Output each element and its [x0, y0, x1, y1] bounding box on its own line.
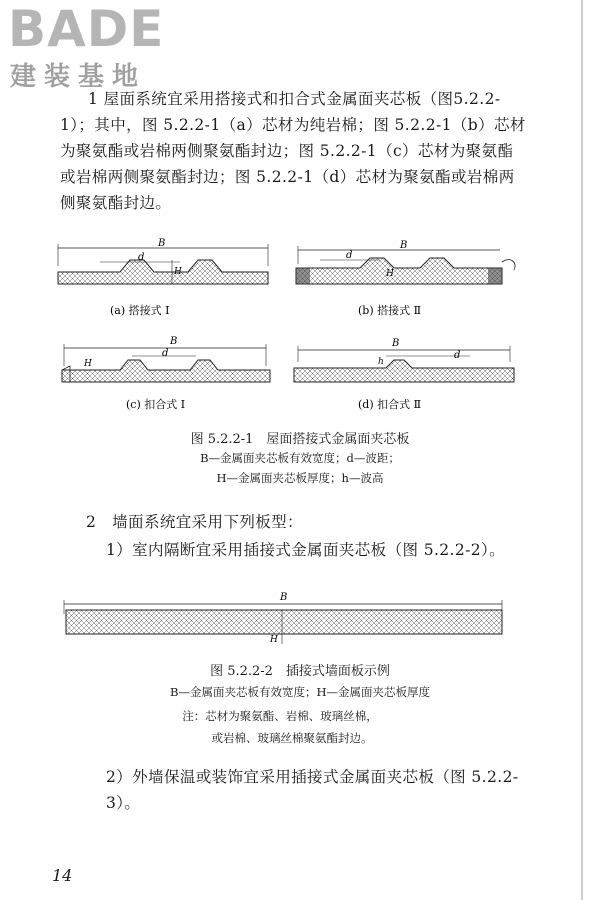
wall-panel-dim-h: H [270, 635, 278, 645]
panel-a-dim-d: d [138, 252, 145, 263]
figure1-note-1: B—金属面夹芯板有效宽度；d—波距； [200, 451, 400, 465]
panel-b-dim-h: H [386, 269, 394, 279]
panel-b-dim-b: B [400, 240, 408, 251]
wall-panel-dim-b: B [280, 592, 288, 603]
intro-text: 屋面系统宜采用搭接式和扣合式金属面夹芯板（图5.2.2-1）；其中，图 5.2.2-1（a）芯材为纯岩棉；图 5.2.2-1（b）芯材为聚氨酯或岩棉两侧聚氨酯封边；图 5.2.2-1（c）芯材为聚氨酯或岩棉两侧聚氨酯封边；图 5.2.2-1（d）芯材为聚氨酯或岩棉两侧聚氨酯封边。 [60, 90, 526, 212]
figure2-note-3: 或岩棉、玻璃丝棉聚氨酯封边。 [211, 731, 373, 745]
panel-a-dim-h: H [174, 267, 182, 277]
logo-wordmark: BADE [8, 0, 165, 58]
panel-a-label: (a) 搭接式 Ⅰ [110, 304, 170, 317]
panel-a-dim-b: B [158, 238, 166, 249]
panel-d-dim-b: B [392, 338, 400, 349]
panel-b-drawing [296, 246, 515, 284]
figure2-caption: 图 5.2.2-2 插接式墙面板示例 [210, 664, 390, 679]
panel-c-dim-d: d [162, 348, 169, 359]
figure-wall-panel [54, 588, 514, 654]
section-2-item-2: 2）外墙保温或装饰宜采用插接式金属面夹芯板（图 5.2.2-3）。 [106, 768, 519, 812]
figure2-note-2: 注：芯材为聚氨酯、岩棉、玻璃丝棉， [182, 709, 378, 723]
section-2-heading: 2 墙面系统宜采用下列板型： [86, 513, 303, 531]
section-2-item-1: 1）室内隔断宜采用插接式金属面夹芯板（图 5.2.2-2）。 [106, 541, 506, 559]
panel-c-dim-h: H [84, 359, 92, 369]
panel-b-label: (b) 搭接式 Ⅱ [358, 304, 422, 317]
figure1-caption: 图 5.2.2-1 屋面搭接式金属面夹芯板 [190, 432, 410, 447]
panel-d-label: (d) 扣合式 Ⅱ [358, 398, 422, 411]
page-number: 14 [52, 866, 73, 885]
figure1-note-2: H—金属面夹芯板厚度；h—波高 [216, 471, 384, 485]
figure-roof-panels [40, 236, 560, 426]
panel-a-drawing [58, 244, 268, 284]
panel-b-dim-d: d [346, 250, 353, 261]
panel-c-label: (c) 扣合式 Ⅰ [126, 398, 186, 411]
panel-d-drawing [294, 346, 514, 382]
intro-paragraph [60, 86, 528, 216]
bade-logo [8, 0, 178, 96]
figure2-note-1: B—金属面夹芯板有效宽度；H—金属面夹芯板厚度 [170, 685, 430, 699]
logo-subtitle: 建装基地 [10, 62, 147, 92]
panel-d-dim-d: d [454, 350, 461, 361]
panel-c-dim-b: B [170, 336, 178, 347]
panel-d-dim-h: h [378, 357, 384, 367]
intro-number: 1 [88, 90, 99, 108]
